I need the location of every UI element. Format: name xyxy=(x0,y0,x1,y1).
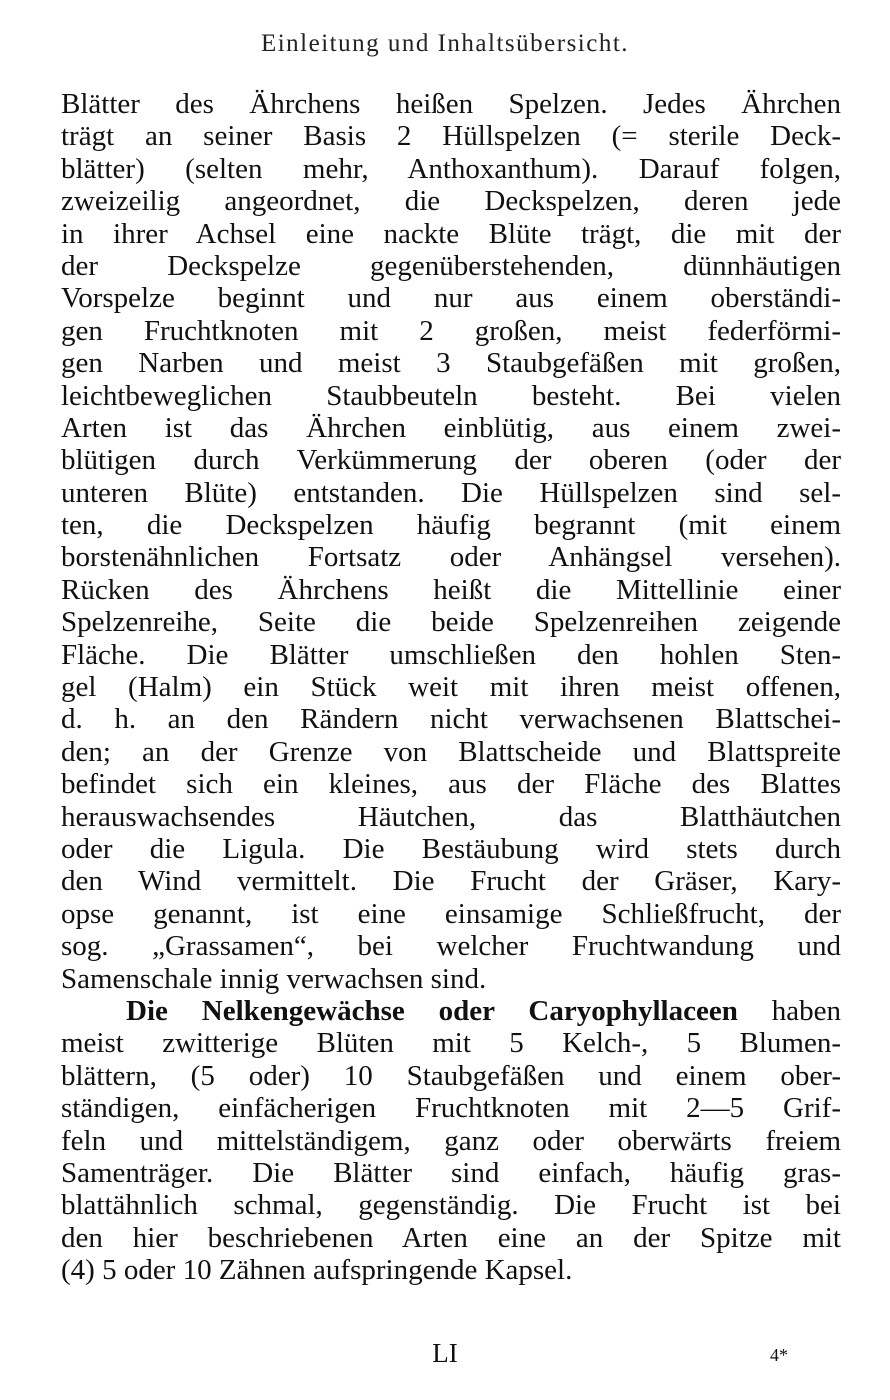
paragraph-grasses xyxy=(61,88,841,995)
text-line: in ihrer Achsel eine nackte Blüte trägt, die mit der xyxy=(61,217,841,250)
running-head: Einleitung und Inhaltsübersicht. xyxy=(260,30,630,57)
paragraph-caryophyllaceae xyxy=(61,995,841,1287)
text-line: opse genannt, ist eine einsamige Schließfrucht, der xyxy=(61,897,841,930)
text-line-lead xyxy=(61,995,841,1027)
text-line: befindet sich ein kleines, aus der Fläche des Blattes xyxy=(61,768,841,801)
text-line: meist zwitterige Blüten mit 5 Kelch-, 5 Blumen- xyxy=(61,1027,841,1060)
page-number: LI xyxy=(432,1338,458,1368)
text-line: den; an der Grenze von Blattscheide und Blattspreite xyxy=(61,735,841,768)
text-line: Blätter des Ährchens heißen Spelzen. Jedes Ährchen xyxy=(61,88,841,120)
text-line: trägt an seiner Basis 2 Hüllspelzen (= sterile Deck- xyxy=(61,120,841,153)
text-line: herauswachsendes Häutchen, das Blatthäutchen xyxy=(61,800,841,833)
text-line: Samenträger. Die Blätter sind einfach, häufig gras- xyxy=(61,1156,841,1189)
signature-mark: 4* xyxy=(770,1345,788,1365)
lead-continuation: haben xyxy=(737,994,841,1027)
text-line: den hier beschriebenen Arten eine an der Spitze mit xyxy=(61,1221,841,1254)
text-line: gen Narben und meist 3 Staubgefäßen mit großen, xyxy=(61,347,841,380)
text-line: (4) 5 oder 10 Zähnen aufspringende Kapsel. xyxy=(61,1254,573,1287)
text-line: oder die Ligula. Die Bestäubung wird stets durch xyxy=(61,832,841,865)
text-line: Spelzenreihe, Seite die beide Spelzenreihen zeigende xyxy=(61,606,841,639)
text-line: ständigen, einfächerigen Fruchtknoten mit 2—5 Grif- xyxy=(61,1092,841,1125)
text-line: den Wind vermittelt. Die Frucht der Gräser, Kary- xyxy=(61,865,841,898)
text-line: blätter) (selten mehr, Anthoxanthum). Darauf folgen, xyxy=(61,152,841,185)
text-line: leichtbeweglichen Staubbeuteln besteht. Bei vielen xyxy=(61,379,841,412)
text-line: d. h. an den Rändern nicht verwachsenen Blattschei- xyxy=(61,703,841,736)
text-line: Samenschale innig verwachsen sind. xyxy=(61,962,487,995)
text-line: borstenähnlichen Fortsatz oder Anhängsel versehen). xyxy=(61,541,841,574)
text-line: Fläche. Die Blätter umschließen den hohlen Sten- xyxy=(61,638,841,671)
text-line: ten, die Deckspelzen häufig begrannt (mit einem xyxy=(61,509,841,542)
body-text xyxy=(61,88,841,1286)
text-line: blütigen durch Verkümmerung der oberen (oder der xyxy=(61,444,841,477)
text-line: zweizeilig angeordnet, die Deckspelzen, deren jede xyxy=(61,185,841,218)
text-line: feln und mittelständigem, ganz oder oberwärts freiem xyxy=(61,1124,841,1157)
text-line: Rücken des Ährchens heißt die Mittellinie einer xyxy=(61,573,841,606)
text-line: sog. „Grassamen“, bei welcher Fruchtwandung und xyxy=(61,930,841,963)
text-line: unteren Blüte) entstanden. Die Hüllspelzen sind sel- xyxy=(61,476,841,509)
section-heading: Die Nelkengewächse oder Caryophyllaceen xyxy=(126,994,738,1027)
text-line: Arten ist das Ährchen einblütig, aus einem zwei- xyxy=(61,411,841,444)
text-line: gel (Halm) ein Stück weit mit ihren meist offenen, xyxy=(61,671,841,704)
text-line: blattähnlich schmal, gegenständig. Die Frucht ist bei xyxy=(61,1189,841,1222)
text-line: der Deckspelze gegenüberstehenden, dünnhäutigen xyxy=(61,249,841,282)
text-line: Vorspelze beginnt und nur aus einem oberständi- xyxy=(61,282,841,315)
text-line: blättern, (5 oder) 10 Staubgefäßen und einem ober- xyxy=(61,1059,841,1092)
text-line: gen Fruchtknoten mit 2 großen, meist federförmi- xyxy=(61,314,841,347)
